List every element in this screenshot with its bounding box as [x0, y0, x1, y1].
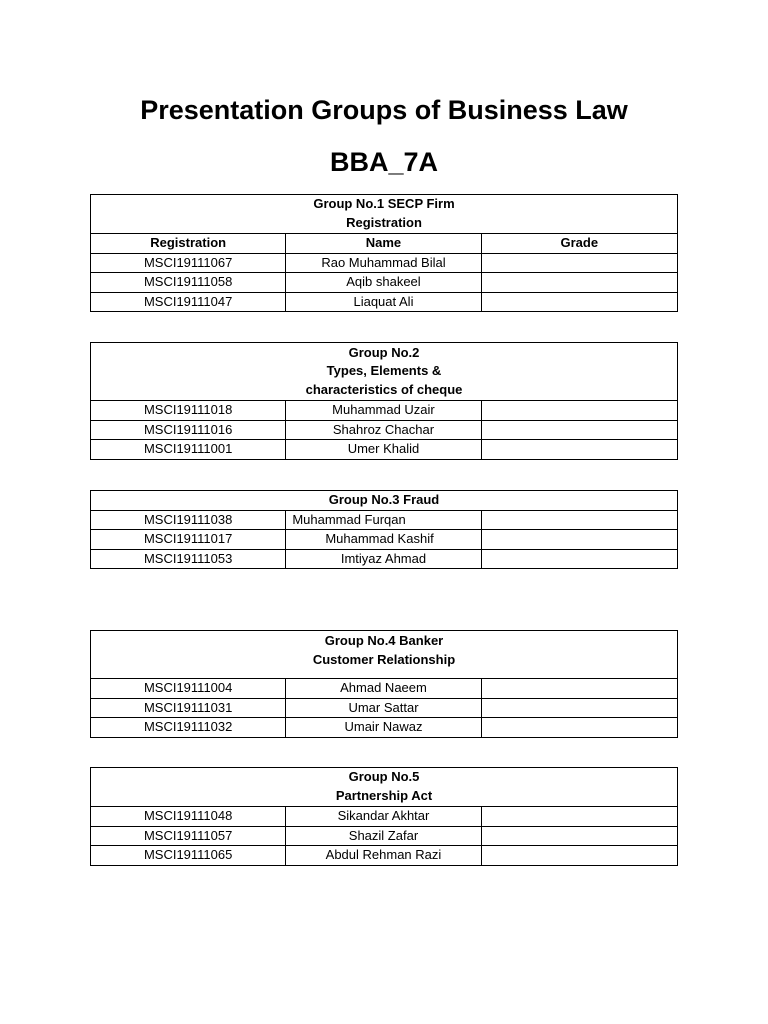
group-heading	[91, 631, 678, 679]
group-heading-row	[91, 768, 678, 807]
group-heading-row	[91, 343, 678, 401]
table-row	[91, 718, 678, 738]
column-header-registration: Registration	[91, 234, 286, 254]
name-cell: Ahmad Naeem	[286, 679, 481, 699]
name-cell: Sikandar Akhtar	[286, 807, 481, 827]
name-cell: Shahroz Chachar	[286, 420, 481, 440]
grade-cell[interactable]	[481, 292, 677, 312]
page-title: Presentation Groups of Business Law	[140, 95, 628, 125]
column-header-name: Name	[286, 234, 481, 254]
grade-cell[interactable]	[481, 440, 677, 460]
registration-cell: MSCI19111065	[91, 846, 286, 866]
name-cell: Imtiyaz Ahmad	[286, 549, 481, 569]
registration-cell: MSCI19111018	[91, 401, 286, 421]
table-row	[91, 420, 678, 440]
grade-cell[interactable]	[481, 401, 677, 421]
registration-cell: MSCI19111004	[91, 679, 286, 699]
table-row	[91, 401, 678, 421]
name-cell: Umair Nawaz	[286, 718, 481, 738]
registration-cell: MSCI19111032	[91, 718, 286, 738]
registration-cell: MSCI19111057	[91, 826, 286, 846]
table-row	[91, 807, 678, 827]
grade-cell[interactable]	[481, 718, 677, 738]
column-header-row	[91, 234, 678, 254]
registration-cell: MSCI19111047	[91, 292, 286, 312]
registration-cell: MSCI19111067	[91, 253, 286, 273]
table-row	[91, 549, 678, 569]
group-heading-line: Partnership Act	[335, 788, 433, 803]
registration-cell: MSCI19111017	[91, 530, 286, 550]
name-cell: Muhammad Uzair	[286, 401, 481, 421]
name-cell: Shazil Zafar	[286, 826, 481, 846]
registration-cell: MSCI19111016	[91, 420, 286, 440]
table-row	[91, 273, 678, 293]
group-heading	[91, 195, 678, 234]
grade-cell[interactable]	[481, 679, 677, 699]
group-heading-line: Group No.5	[348, 769, 420, 785]
name-cell: Abdul Rehman Razi	[286, 846, 481, 866]
table-row	[91, 530, 678, 550]
table-row	[91, 698, 678, 718]
name-cell: Liaquat Ali	[286, 292, 481, 312]
grade-cell[interactable]	[481, 273, 677, 293]
group-heading-row	[91, 195, 678, 234]
group-heading-line: characteristics of cheque	[305, 381, 463, 397]
column-header-grade: Grade	[481, 234, 677, 254]
grade-cell[interactable]	[481, 846, 677, 866]
table-row	[91, 846, 678, 866]
table-row	[91, 292, 678, 312]
name-cell: Umer Khalid	[286, 440, 481, 460]
table-row	[91, 253, 678, 273]
name-cell: Rao Muhammad Bilal	[286, 253, 481, 273]
group-heading-line: Customer Relationship	[312, 651, 456, 667]
table-row	[91, 679, 678, 699]
grade-cell[interactable]	[481, 826, 677, 846]
grade-cell[interactable]	[481, 807, 677, 827]
group-heading-row	[91, 631, 678, 679]
group-1-table	[90, 194, 678, 312]
group-heading-line: Types, Elements &	[326, 363, 442, 379]
registration-cell: MSCI19111058	[91, 273, 286, 293]
group-heading-line: Registration	[346, 215, 422, 230]
group-heading-row	[91, 491, 678, 511]
grade-cell[interactable]	[481, 420, 677, 440]
registration-cell: MSCI19111048	[91, 807, 286, 827]
name-cell: Aqib shakeel	[286, 273, 481, 293]
registration-cell: MSCI19111001	[91, 440, 286, 460]
registration-cell: MSCI19111038	[91, 510, 286, 530]
registration-cell: MSCI19111053	[91, 549, 286, 569]
group-heading	[91, 768, 678, 807]
group-heading-line: Group No.1 SECP Firm	[313, 196, 455, 212]
grade-cell[interactable]	[481, 698, 677, 718]
group-heading	[91, 343, 678, 401]
group-heading-line: Group No.4 Banker	[324, 633, 444, 648]
grade-cell[interactable]	[481, 510, 677, 530]
name-cell: Umar Sattar	[286, 698, 481, 718]
registration-cell: MSCI19111031	[91, 698, 286, 718]
grade-cell[interactable]	[481, 549, 677, 569]
grade-cell[interactable]	[481, 530, 677, 550]
table-row	[91, 440, 678, 460]
group-heading	[91, 491, 678, 511]
group-2-table	[90, 342, 678, 460]
group-3-table	[90, 490, 678, 569]
name-cell: Muhammad Kashif	[286, 530, 481, 550]
name-cell: Muhammad Furqan	[286, 510, 481, 530]
table-row	[91, 510, 678, 530]
group-heading-line: Group No.3 Fraud	[328, 492, 440, 507]
class-subtitle: BBA_7A	[329, 147, 439, 177]
group-heading-line: Group No.2	[348, 344, 420, 360]
grade-cell[interactable]	[481, 253, 677, 273]
table-row	[91, 826, 678, 846]
group-5-table	[90, 767, 678, 866]
group-4-table	[90, 630, 678, 738]
